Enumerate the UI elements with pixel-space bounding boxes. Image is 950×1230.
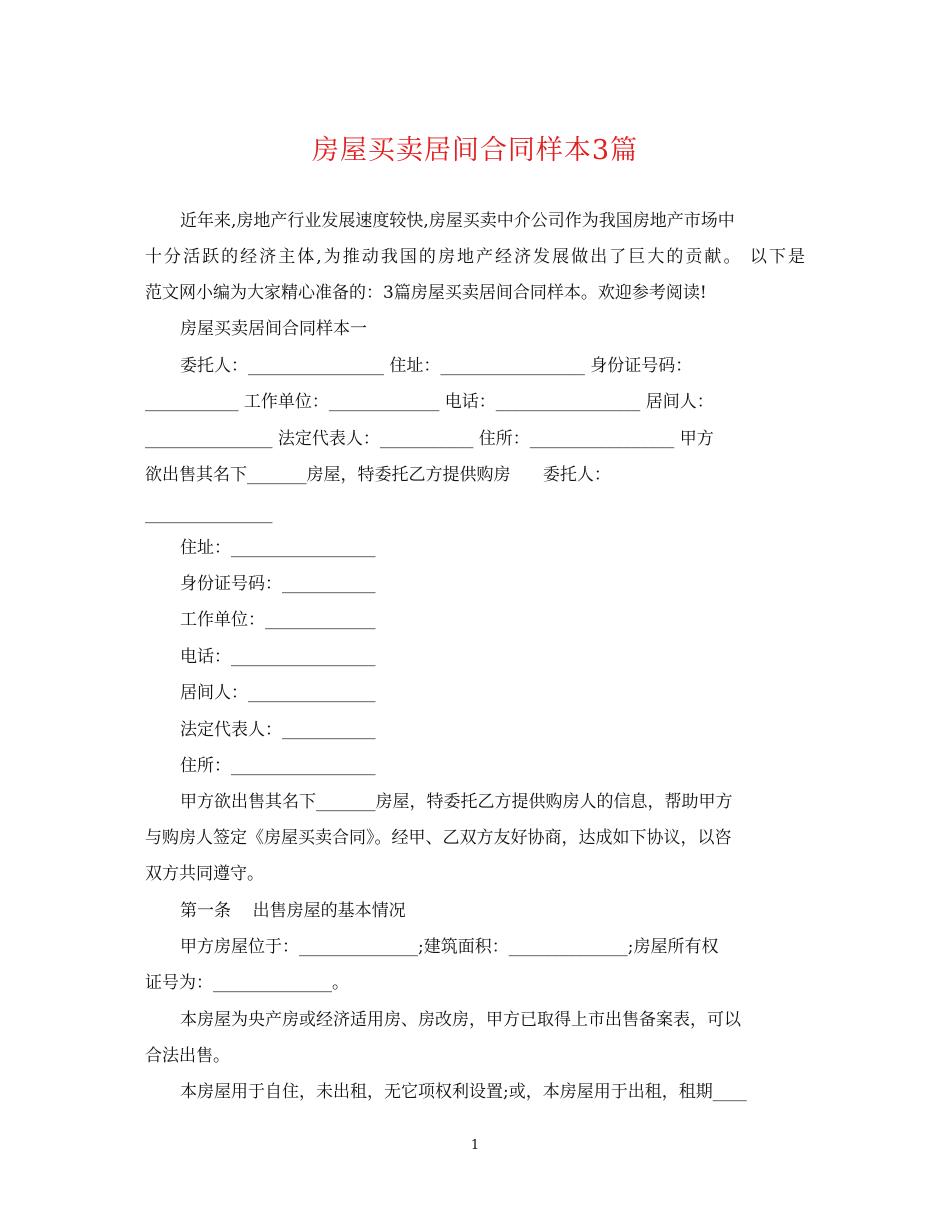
paragraph-line: _______________ — [145, 504, 273, 524]
paragraph-line: 与购房人签定《房屋买卖合同》。经甲、乙双方友好协商，达成如下协议，以咨 — [145, 828, 732, 848]
paragraph-line: 委托人：________________ 住址：_________________ 身份证号码： — [180, 356, 693, 376]
form-field-line: 工作单位：_____________ — [180, 610, 376, 630]
paragraph-line: 甲方房屋位于：______________;建筑面积：______________;房屋所有权 — [180, 937, 719, 957]
paragraph-line: 双方共同遵守。 — [145, 864, 264, 884]
form-field-line: 住所：_________________ — [180, 756, 376, 776]
paragraph-line: 合法出售。 — [145, 1046, 230, 1066]
paragraph-line: 近年来,房地产行业发展速度较快,房屋买卖中介公司作为我国房地产市场中 — [180, 211, 735, 231]
section-heading: 房屋买卖居间合同样本一 — [180, 319, 367, 339]
paragraph-line: 甲方欲出售其名下_______房屋，特委托乙方提供购房人的信息，帮助甲方 — [180, 792, 733, 812]
paragraph-line: 本房屋为央产房或经济适用房、房改房，甲方已取得上市出售备案表，可以 — [180, 1010, 741, 1030]
paragraph-line: 十分活跃的经济主体,为推动我国的房地产经济发展做出了巨大的贡献。 以下是 — [145, 247, 805, 267]
form-field-line: 身份证号码：___________ — [180, 574, 376, 594]
form-field-line: 住址：_________________ — [180, 538, 376, 558]
form-field-line: 法定代表人：___________ — [180, 720, 376, 740]
paragraph-line: 范文网小编为大家精心准备的：3篇房屋买卖居间合同样本。欢迎参考阅读! — [145, 283, 707, 303]
paragraph-line: 本房屋用于自住，未出租，无它项权利设置;或，本房屋用于出租，租期____ — [180, 1082, 747, 1102]
form-field-line: 电话：_________________ — [180, 647, 376, 667]
paragraph-line: ___________ 工作单位：_____________ 电话：_________________ 居间人： — [145, 392, 714, 412]
section-heading: 第一条 出售房屋的基本情况 — [180, 901, 406, 921]
document-title: 房屋买卖居间合同样本3篇 — [311, 135, 639, 166]
page-number: 1 — [470, 1138, 480, 1153]
form-field-line: 居间人：_______________ — [180, 683, 376, 703]
paragraph-line: _______________ 法定代表人：___________ 住所：_________________ 甲方 — [145, 429, 714, 449]
paragraph-line: 证号为：______________。 — [145, 973, 349, 993]
paragraph-line: 欲出售其名下_______房屋，特委托乙方提供购房 委托人： — [145, 465, 611, 485]
